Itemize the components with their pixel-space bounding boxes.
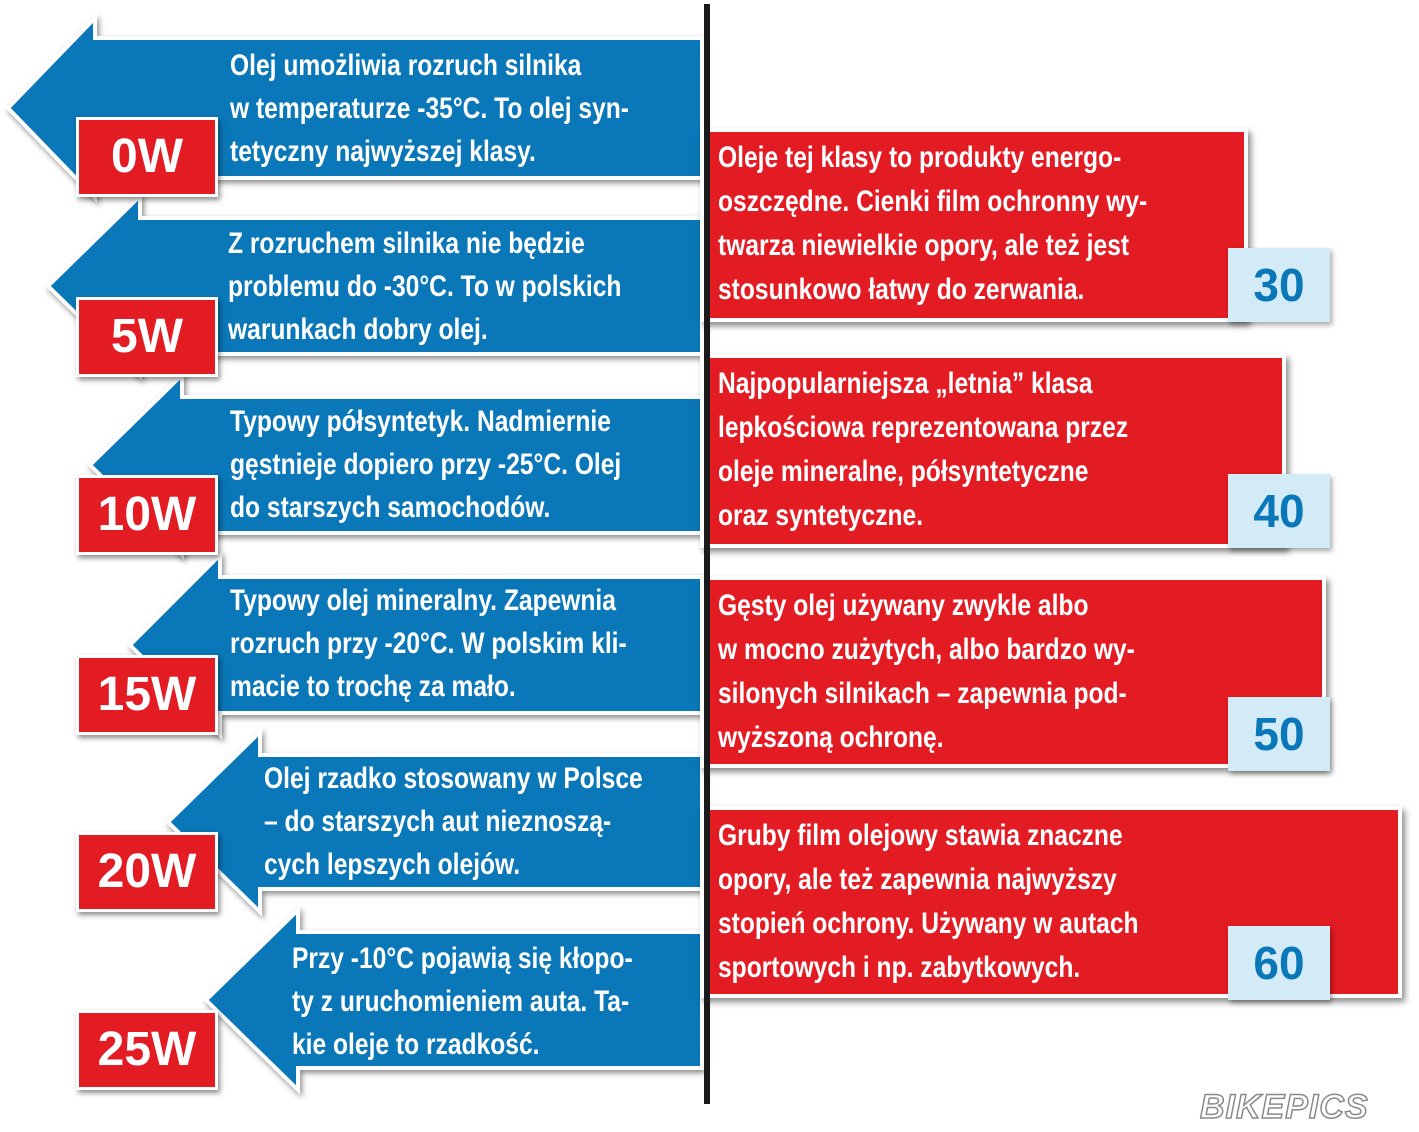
grade-tag-50: 50	[1228, 697, 1330, 771]
text-line: Typowy olej mineralny. Zapewnia	[230, 584, 616, 617]
text-line: Z rozruchem silnika nie będzie	[228, 227, 585, 260]
text-line: twarza niewielkie opory, ale też jest	[718, 229, 1130, 262]
bikepics-watermark: BIKEPICS	[1200, 1088, 1369, 1126]
grade-tag-30: 30	[1228, 248, 1330, 322]
grade-tag-5w: 5W	[76, 297, 218, 377]
text-line: Oleje tej klasy to produkty energo-	[718, 141, 1122, 174]
text-line: tetyczny najwyższej klasy.	[230, 135, 536, 168]
grade-tag-25w: 25W	[76, 1010, 218, 1090]
text-line: warunkach dobry olej.	[228, 313, 488, 346]
winter-description-10w	[230, 400, 621, 529]
text-line: stosunkowo łatwy do zerwania.	[718, 273, 1085, 306]
text-line: gęstnieje dopiero przy -25°C. Olej	[230, 448, 622, 481]
summer-description-60	[718, 814, 1139, 990]
grade-tag-20w: 20W	[76, 832, 218, 912]
text-line: sportowych i np. zabytkowych.	[718, 951, 1081, 984]
text-line: Typowy półsyntetyk. Nadmiernie	[230, 405, 611, 438]
text-line: cych lepszych olejów.	[264, 848, 521, 881]
winter-description-5w	[228, 222, 621, 351]
winter-description-15w	[230, 579, 627, 708]
text-line: lepkościowa reprezentowana przez	[718, 411, 1129, 444]
text-line: kie oleje to rzadkość.	[292, 1028, 540, 1061]
text-line: Olej umożliwia rozruch silnika	[230, 49, 582, 82]
text-line: rozruch przy -20°C. W polskim kli-	[230, 627, 627, 660]
grade-tag-0w: 0W	[76, 117, 218, 197]
text-line: silonych silnikach – zapewnia pod-	[718, 677, 1127, 710]
text-line: Gruby film olejowy stawia znaczne	[718, 819, 1123, 852]
text-line: problemu do -30°C. To w polskich	[228, 270, 622, 303]
text-line: do starszych samochodów.	[230, 491, 551, 524]
summer-description-50	[718, 584, 1135, 760]
text-line: macie to trochę za mało.	[230, 670, 516, 703]
text-line: opory, ale też zapewnia najwyższy	[718, 863, 1117, 896]
text-line: wyższoną ochronę.	[718, 721, 944, 754]
text-line: oszczędne. Cienki film ochronny wy-	[718, 185, 1148, 218]
grade-tag-15w: 15W	[76, 655, 218, 735]
text-line: oleje mineralne, półsyntetyczne	[718, 455, 1089, 488]
summer-description-40	[718, 362, 1128, 538]
text-line: oraz syntetyczne.	[718, 499, 924, 532]
winter-description-20w	[264, 757, 643, 886]
winter-description-0w	[230, 44, 629, 173]
center-divider	[704, 4, 710, 1104]
text-line: Przy -10°C pojawią się kłopo-	[292, 942, 633, 975]
text-line: stopień ochrony. Używany w autach	[718, 907, 1139, 940]
text-line: Gęsty olej używany zwykle albo	[718, 589, 1089, 622]
text-line: Najpopularniejsza „letnia” klasa	[718, 367, 1093, 400]
grade-tag-60: 60	[1228, 926, 1330, 1000]
text-line: ty z uruchomieniem auta. Ta-	[292, 985, 630, 1018]
winter-description-25w	[292, 937, 633, 1066]
grade-tag-10w: 10W	[76, 475, 218, 555]
text-line: – do starszych aut nieznoszą-	[264, 805, 612, 838]
summer-description-30	[718, 136, 1147, 312]
text-line: w mocno zużytych, albo bardzo wy-	[718, 633, 1135, 666]
grade-tag-40: 40	[1228, 474, 1330, 548]
text-line: w temperaturze -35°C. To olej syn-	[230, 92, 629, 125]
text-line: Olej rzadko stosowany w Polsce	[264, 762, 643, 795]
